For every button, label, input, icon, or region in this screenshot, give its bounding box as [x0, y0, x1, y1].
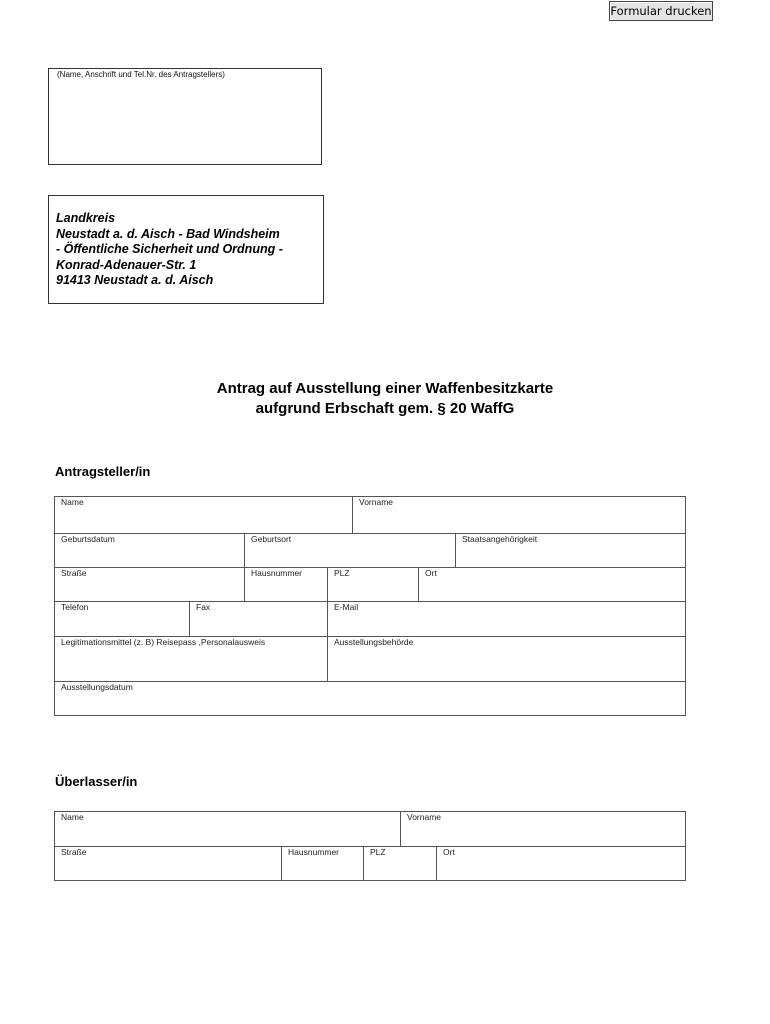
applicant-telefon-field[interactable]: [54, 601, 190, 637]
applicant-staatsangehoerigkeit-field[interactable]: [455, 533, 686, 568]
transferor-hausnummer-field[interactable]: [281, 846, 364, 881]
field-label: Name: [61, 812, 84, 822]
field-label: Geburtsort: [251, 534, 292, 544]
transferor-name-field[interactable]: [54, 811, 401, 847]
recipient-line: - Öffentliche Sicherheit und Ordnung -: [56, 242, 283, 256]
applicant-ort-field[interactable]: [418, 567, 686, 602]
field-label: PLZ: [370, 847, 386, 857]
applicant-ausstellungsdatum-field[interactable]: [54, 681, 686, 716]
field-label: Straße: [61, 568, 87, 578]
applicant-vorname-field[interactable]: [352, 496, 686, 534]
recipient-line: Konrad-Adenauer-Str. 1: [56, 257, 197, 272]
applicant-ausstellungsbehoerde-field[interactable]: [327, 636, 686, 682]
transferor-ort-field[interactable]: [436, 846, 686, 881]
field-label: Vorname: [359, 497, 394, 507]
field-label: Fax: [196, 602, 211, 612]
field-label: PLZ: [334, 568, 350, 578]
field-label: Straße: [61, 847, 87, 857]
field-label: Staatsangehörigkeit: [462, 534, 538, 544]
form-title-line-1: Antrag auf Ausstellung einer Waffenbesitzkarte: [216, 380, 554, 397]
field-label: Ort: [425, 568, 437, 578]
field-label: Ausstellungsbehörde: [334, 637, 414, 647]
transferor-plz-field[interactable]: [363, 846, 437, 881]
applicant-strasse-field[interactable]: [54, 567, 245, 602]
applicant-fax-field[interactable]: [189, 601, 328, 637]
field-label: Ausstellungsdatum: [61, 682, 133, 692]
transferor-strasse-field[interactable]: [54, 846, 282, 881]
field-label: Vorname: [407, 812, 442, 822]
applicant-plz-field[interactable]: [327, 567, 419, 602]
applicant-geburtsort-field[interactable]: [244, 533, 456, 568]
form-title-line-2: aufgrund Erbschaft gem. § 20 WaffG: [255, 400, 515, 417]
field-label: E-Mail: [334, 602, 359, 612]
applicant-hausnummer-field[interactable]: [244, 567, 328, 602]
applicant-geburtsdatum-field[interactable]: [54, 533, 245, 568]
applicant-legitimation-field[interactable]: [54, 636, 328, 682]
recipient-line: 91413 Neustadt a. d. Aisch: [56, 273, 214, 287]
field-label: Telefon: [61, 602, 89, 612]
transferor-vorname-field[interactable]: [400, 811, 686, 847]
recipient-line: Neustadt a. d. Aisch - Bad Windsheim: [56, 226, 280, 241]
field-label: Name: [61, 497, 84, 507]
field-label: Hausnummer: [251, 568, 303, 578]
applicant-heading: Antragsteller/in: [55, 464, 151, 479]
sender-address-box[interactable]: [48, 68, 322, 165]
field-label: Hausnummer: [288, 847, 340, 857]
print-form-button[interactable]: Formular drucken: [609, 1, 713, 21]
field-label: Geburtsdatum: [61, 534, 115, 544]
sender-caption: (Name, Anschrift und Tel.Nr. des Antragstellers): [57, 70, 225, 79]
recipient-line: Landkreis: [56, 211, 116, 225]
transferor-heading: Überlasser/in: [55, 774, 138, 789]
applicant-name-field[interactable]: [54, 496, 353, 534]
applicant-email-field[interactable]: [327, 601, 686, 637]
recipient-address-box: [48, 195, 324, 304]
field-label: Legitimationsmittel (z. B) Reisepass ,Personalausweis: [61, 637, 266, 647]
field-label: Ort: [443, 847, 455, 857]
recipient-address: [56, 211, 283, 289]
